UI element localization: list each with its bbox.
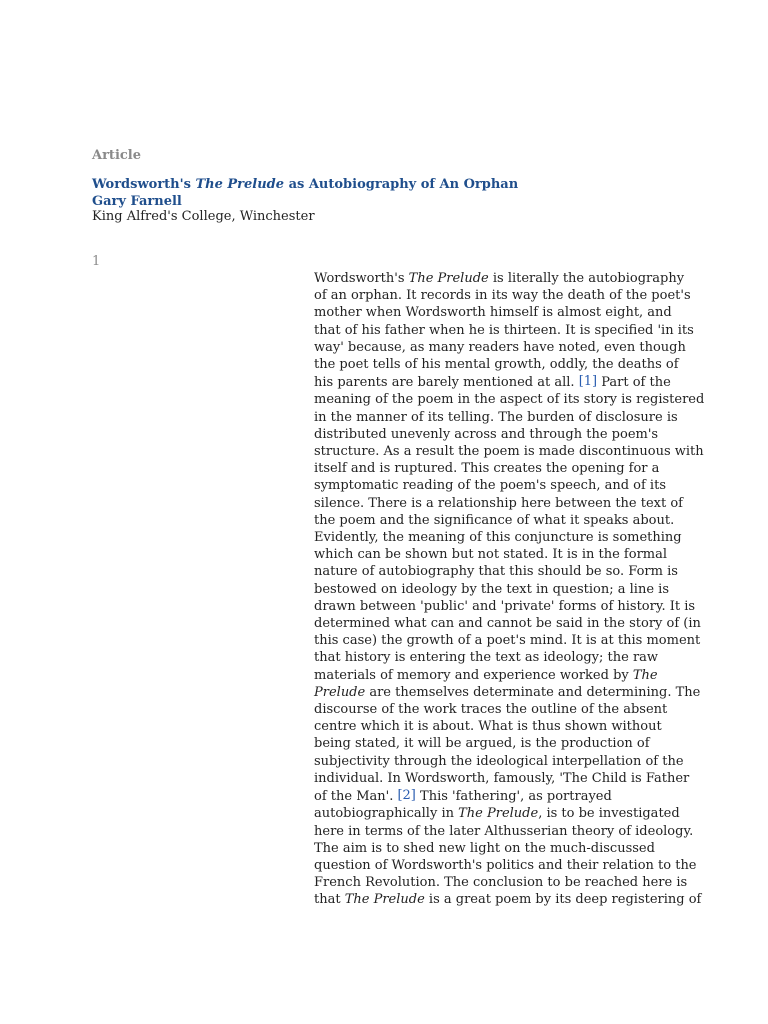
body-text-segment: of an orphan. It records in its way the death of the poet's <box>314 288 691 304</box>
italic-title-segment: The Prelude <box>408 271 489 286</box>
body-line <box>314 701 680 718</box>
body-line <box>314 615 701 632</box>
body-line <box>314 735 680 752</box>
body-line <box>314 287 691 304</box>
body-text-segment: Evidently, the meaning of this conjuncture is something <box>314 530 682 546</box>
body-text-segment: question of Wordsworth's politics and their relation to the <box>314 857 697 873</box>
body-text-segment: itself and is ruptured. This creates the opening for a <box>314 461 660 477</box>
author-name: Gary Farnell <box>92 194 182 209</box>
article-title <box>92 176 518 193</box>
body-line <box>314 460 680 477</box>
body-line <box>314 477 680 494</box>
body-text-segment: centre which it is about. What is thus shown without <box>314 719 662 735</box>
body-text-segment: this case) the growth of a poet's mind. It is at this moment <box>314 633 701 649</box>
body-line <box>314 753 684 770</box>
body-text-segment: distributed unevenly across and through the poem's <box>314 426 659 442</box>
body-line <box>314 770 690 787</box>
body-line <box>314 529 680 546</box>
body-line <box>314 546 680 563</box>
body-text-segment: that of his father when he is thirteen. It is specified 'in its <box>314 322 694 338</box>
italic-title-segment: The Prelude <box>344 892 425 908</box>
body-line <box>314 391 705 408</box>
body-line <box>314 426 680 443</box>
body-text-segment: discourse of the work traces the outline of the absent <box>314 702 668 718</box>
body-text-segment: Part of the <box>597 375 671 391</box>
body-line <box>314 857 697 874</box>
body-text-segment: being stated, it will be argued, is the production of <box>314 736 650 752</box>
body-text-segment: autobiographically in <box>314 806 459 822</box>
body-line <box>314 304 680 321</box>
body-text-segment: silence. There is a relationship here between the text of <box>314 495 683 511</box>
body-text-segment: the poet tells of his mental growth, oddly, the deaths of <box>314 357 679 373</box>
body-line <box>314 891 702 908</box>
body-text-segment: determined what can and cannot be said in the story of (in <box>314 616 701 632</box>
body-line <box>314 339 686 356</box>
body-text-segment: that <box>314 892 345 908</box>
italic-title-segment: Prelude <box>314 684 366 700</box>
body-text-segment: , is to be investigated <box>538 806 680 822</box>
body-line <box>314 512 680 529</box>
body-line <box>314 684 701 701</box>
body-text-segment: way' because, as many readers have noted, even though <box>314 339 686 355</box>
body-line <box>314 443 704 460</box>
footnote-link[interactable]: [1] <box>578 374 598 390</box>
body-line <box>314 409 680 426</box>
title-prefix: Wordsworth's <box>92 177 196 192</box>
body-text-segment: that history is entering the text as ideology; the raw <box>314 650 659 666</box>
body-text-segment: French Revolution. The conclusion to be reached here is <box>314 875 688 891</box>
body-text-segment: Wordsworth's <box>314 271 409 286</box>
italic-title-segment: The Prelude <box>458 806 539 822</box>
section-label: Article <box>92 148 142 163</box>
title-suffix: as Autobiography of An Orphan <box>284 177 519 192</box>
body-text-segment: his parents are barely mentioned at all. <box>314 375 579 391</box>
body-text-segment: individual. In Wordsworth, famously, 'The Child is Father <box>314 770 690 786</box>
body-line <box>314 840 680 857</box>
body-text-segment: drawn between 'public' and 'private' forms of history. It is <box>314 598 696 614</box>
footnote-link[interactable]: [2] <box>397 788 416 804</box>
italic-title-segment: The <box>632 667 658 683</box>
body-line <box>314 874 688 891</box>
body-line <box>314 649 680 666</box>
body-text-segment: are themselves determinate and determining. The <box>365 684 701 700</box>
body-line <box>314 598 696 615</box>
body-text-segment: nature of autobiography that this should be so. Form is <box>314 564 678 580</box>
body-text-segment: bestowed on ideology by the text in question; a line is <box>314 581 669 597</box>
body-line <box>314 495 683 512</box>
body-line <box>314 718 680 735</box>
body-text-segment: subjectivity through the ideological interpellation of the <box>314 753 684 769</box>
body-line <box>314 356 680 373</box>
body-text-segment: mother when Wordsworth himself is almost eight, and <box>314 305 672 321</box>
body-line <box>314 805 680 822</box>
body-text-segment: The aim is to shed new light on the much-discussed <box>314 840 655 856</box>
body-line <box>314 270 685 287</box>
body-line <box>314 632 701 649</box>
body-text-segment: meaning of the poem in the aspect of its story is registered <box>314 392 705 408</box>
body-line <box>314 581 680 598</box>
body-text-segment: materials of memory and experience worked by <box>314 667 633 683</box>
article-body-paragraph <box>314 270 705 909</box>
title-italic: The Prelude <box>195 177 285 192</box>
body-text-segment: in the manner of its telling. The burden of disclosure is <box>314 409 678 425</box>
body-line <box>314 322 694 339</box>
paragraph-number: 1 <box>92 254 101 269</box>
body-line <box>314 667 680 684</box>
body-text-segment: symptomatic reading of the poem's speech, and of its <box>314 478 666 494</box>
body-text-segment: the poem and the significance of what it speaks about. <box>314 512 675 528</box>
body-line <box>314 373 680 391</box>
body-line <box>314 563 680 580</box>
body-text-segment: here in terms of the later Althusserian theory of ideology. <box>314 823 694 839</box>
author-affiliation: King Alfred's College, Winchester <box>92 209 315 224</box>
body-text-segment: is a great poem by its deep registering of <box>424 892 702 908</box>
body-line <box>314 787 680 805</box>
body-text-segment: This 'fathering', as portrayed <box>415 789 612 805</box>
body-text-segment: is literally the autobiography <box>488 271 685 286</box>
body-line <box>314 823 694 840</box>
body-text-segment: structure. As a result the poem is made discontinuous with <box>314 444 704 460</box>
body-text-segment: which can be shown but not stated. It is in the formal <box>314 547 668 563</box>
body-text-segment: of the Man'. <box>314 789 398 805</box>
